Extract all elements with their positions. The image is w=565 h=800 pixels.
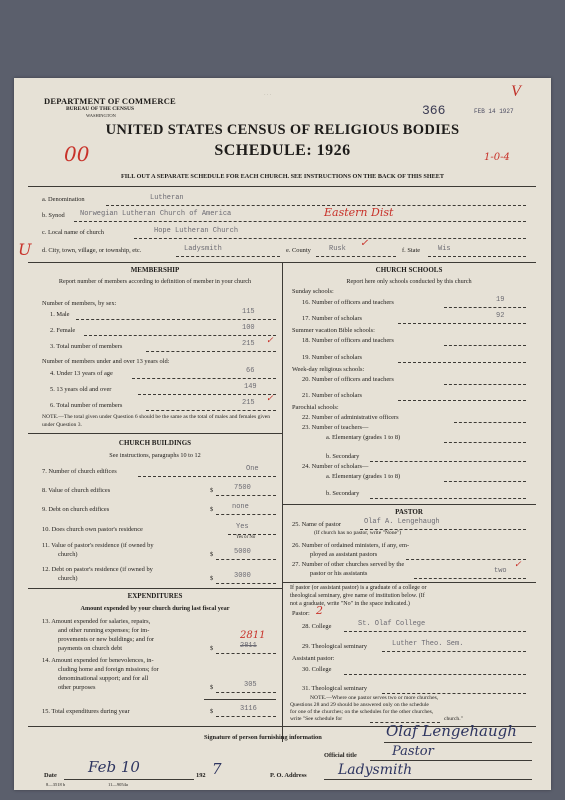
q27-line1: 27. Number of other churches served by the xyxy=(292,561,405,568)
synod-label: b. Synod xyxy=(42,212,65,219)
over-13-label: 5. 13 years old and over xyxy=(50,386,112,393)
pastor-mark: 2 xyxy=(316,604,323,617)
residence-debt-value: 3000 xyxy=(234,572,251,580)
residence-value-label-2: church) xyxy=(58,551,78,558)
residence-value-label-1: 11. Value of pastor's residence (if owned by xyxy=(42,542,154,549)
schools-subtitle: Report here only schools conducted by this church xyxy=(346,278,472,285)
item14-line2: cluding home and foreign missions; for xyxy=(58,666,159,673)
edifice-value-label: 8. Value of church edifices xyxy=(42,487,111,494)
q17-value: 92 xyxy=(496,312,505,320)
item13-line3: provements or new buildings; and for xyxy=(58,636,155,643)
item13-value-original: 2811 xyxy=(240,642,257,650)
q24a-label: a. Elementary (grades 1 to 8) xyxy=(326,473,401,480)
final-note-5: church." xyxy=(444,716,463,722)
date-value: Feb 10 xyxy=(88,758,140,776)
item13-line2: and other running expenses; for im- xyxy=(58,627,150,634)
city-name: WASHINGTON xyxy=(86,113,116,118)
under-13-value: 66 xyxy=(246,367,255,375)
q16-value: 19 xyxy=(496,296,505,304)
pastor-name: Olaf A. Lengehaugh xyxy=(364,518,440,526)
denomination-label: a. Denomination xyxy=(42,196,85,203)
item15-label: 15. Total expenditures during year xyxy=(42,708,130,715)
parochial-heading: Parochial schools: xyxy=(292,404,339,411)
item14-line1: 14. Amount expended for benevolences, in- xyxy=(42,657,154,664)
q28-value: St. Olaf College xyxy=(358,620,426,628)
q21-label: 21. Number of scholars xyxy=(302,392,362,399)
department-name: DEPARTMENT OF COMMERCE xyxy=(44,96,176,106)
instructions: FILL OUT A SEPARATE SCHEDULE FOR EACH CHURCH. SEE INSTRUCTIONS ON THE BACK OF THIS SHEET xyxy=(120,173,445,180)
membership-title: MEMBERSHIP xyxy=(130,266,180,274)
code-left: 00 xyxy=(64,142,90,166)
weekday-heading: Week-day religious schools: xyxy=(292,366,365,373)
received-date-stamp: FEB 14 1927 xyxy=(474,108,514,115)
grad-note-3: not a graduate, write "No" in the space indicated.) xyxy=(290,601,410,607)
q16-label: 16. Number of officers and teachers xyxy=(302,299,394,306)
membership-subtitle: Report number of members according to definition of member in your church xyxy=(58,278,252,285)
residence-debt-label-1: 12. Debt on pastor's residence (if owned by xyxy=(42,566,153,573)
edifice-debt-label: 9. Debt on church edifices xyxy=(42,506,110,513)
residence-owned-value: Yes xyxy=(236,523,249,531)
synod-district: Eastern Dist xyxy=(324,206,394,219)
city-value: Ladysmith xyxy=(184,245,222,253)
expenditures-title: EXPENDITURES xyxy=(127,592,183,600)
q29-label: 29. Theological seminary xyxy=(302,643,368,650)
q24b-label: b. Secondary xyxy=(326,490,360,497)
q17-label: 17. Number of scholars xyxy=(302,315,362,322)
pastor-subheading: Pastor: xyxy=(292,610,310,617)
buildings-title: CHURCH BUILDINGS xyxy=(118,439,192,447)
residence-owned-label: 10. Does church own pastor's residence xyxy=(42,526,143,533)
residence-value: 5000 xyxy=(234,548,251,556)
membership-note: NOTE.—The total given under Question 6 should be the same as the total of males and females given under Question 3. xyxy=(42,414,271,428)
q18-label: 18. Number of officers and teachers xyxy=(302,337,394,344)
final-note-4: write "See schedule for xyxy=(290,716,343,722)
form-code-left: 8—3518 b xyxy=(46,782,66,787)
q24-label: 24. Number of scholars— xyxy=(302,463,369,470)
female-value: 100 xyxy=(242,324,255,332)
official-title-value: Pastor xyxy=(392,744,434,759)
bureau-name: BUREAU OF THE CENSUS xyxy=(66,106,135,112)
summer-heading: Summer vacation Bible schools: xyxy=(292,327,375,334)
q27-line2: pastor or his assistants xyxy=(310,570,368,577)
address-value: Ladysmith xyxy=(338,762,413,778)
edifice-debt-value: none xyxy=(232,503,249,511)
q25-hint: (If church has no pastor, write "None") xyxy=(314,530,402,536)
date-label: Date xyxy=(44,772,57,779)
grad-note-1: If pastor (or assistant pastor) is a graduate of a college or xyxy=(290,585,427,591)
total-age-label: 6. Total number of members xyxy=(50,402,123,409)
county-value: Rusk xyxy=(329,245,346,253)
faint-stamp-text: · · · xyxy=(264,93,272,98)
pastor-title: PASTOR xyxy=(395,508,423,516)
membership-by-sex: Number of members, by sex: xyxy=(42,300,117,307)
q23a-label: a. Elementary (grades 1 to 8) xyxy=(326,434,401,441)
buildings-subtitle: See instructions, paragraphs 10 to 12 xyxy=(109,452,201,459)
q28-label: 28. College xyxy=(302,623,332,630)
expenditures-subtitle: Amount expended by your church during last fiscal year xyxy=(80,605,230,612)
total-members-label: 3. Total number of members xyxy=(50,343,123,350)
state-label: f. State xyxy=(402,247,421,254)
official-title-label: Official title xyxy=(324,752,357,759)
age-heading: Number of members under and over 13 years old: xyxy=(42,358,170,365)
signature-value: Olaf Lengehaugh xyxy=(386,722,517,740)
over-13-value: 149 xyxy=(244,383,257,391)
q19-label: 19. Number of scholars xyxy=(302,354,362,361)
final-note-1: NOTE.—Where one pastor serves two or more churches, xyxy=(310,695,439,701)
year-prefix: 192 xyxy=(196,772,206,779)
q23b-label: b. Secondary xyxy=(326,453,360,460)
address-label: P. O. Address xyxy=(270,772,307,779)
q30-label: 30. College xyxy=(302,666,332,673)
code-right: 1-0-4 xyxy=(484,152,510,163)
margin-mark: U xyxy=(18,240,32,259)
item14-line4: other purposes xyxy=(58,684,96,691)
yes-no-hint: Yes or No xyxy=(236,535,256,540)
final-note-3: for one of the churches; on the schedules for the other churches, xyxy=(290,709,434,715)
assistant-subheading: Assistant pastor: xyxy=(292,655,335,662)
local-name-value: Hope Lutheran Church xyxy=(154,227,239,235)
edifice-value: 7500 xyxy=(234,484,251,492)
schedule-title: SCHEDULE: 1926 xyxy=(214,142,351,159)
edifices-label: 7. Number of church edifices xyxy=(42,468,117,475)
form-title: UNITED STATES CENSUS OF RELIGIOUS BODIES xyxy=(105,122,460,138)
city-label: d. City, town, village, or township, etc. xyxy=(42,247,142,254)
item14-value: 305 xyxy=(244,681,257,689)
year-digit: 7 xyxy=(212,760,222,778)
check-mark: V xyxy=(511,83,521,100)
q23-label: 23. Number of teachers— xyxy=(302,424,369,431)
q27-value: two xyxy=(494,567,507,575)
item13-value-corrected: 2811 xyxy=(240,630,266,641)
census-schedule-form: · · · DEPARTMENT OF COMMERCE BUREAU OF THE CENSUS WASHINGTON 366 FEB 14 1927 V UNITED STATES CENSUS OF RELIGIOUS BODIES SCHEDULE: 1926 00 1-0-4 FILL OUT A SEPARATE SCHEDULE FOR EACH CHURCH. SEE INSTRUCTIONS ON THE BACK OF THIS SHEET a. Denomination Lutheran b. Synod Norwegian Lutheran Church of America Eastern Dist c. Local name of church Hope Lutheran Church U d. City, town, village, or township, etc. Ladysmith e. County Rusk ✓ f. State Wis MEMBERSHIP Report number of members according to definition of member in your church Number of members, by sex: 1. Male 115 2. Female 100 3. Total number of members 215 ✓ Number of members under and over 13 years old: 4. Under 13 years of age 66 5. 13 years old and over 149 6. Total number of members 215 ✓ NOTE.—The total given under Question 6 should be the same as the total of males and females given under Question 3. CHURCH BUILDINGS See instructions, paragraphs 10 to 12 7. Number of church edifices One 8. Value of church edifices $ 7500 9. Debt on church edifices $ none 10. Does church own pastor's residence Yes Yes or No 11. Value of pastor's residence (if owned by church) $ 5000 12. Debt on pastor's residence (if owned by church) $ 3000 EXPENDITURES Amount expended by your church during last fiscal year 13. Amount expended for salaries, repairs, and other running expenses; for im- provements or new buildings; and for payments on church debt 2811 $ 2811 14. Amount expended for benevolences, in- cluding home and foreign missions; for denominational support; and for all other purposes $ 305 15. Total expenditures during year $ 3116 CHURCH SCHOOLS Report here only schools conducted by this church Sunday schools: 16. Number of officers and teachers 19 17. Number of scholars 92 Summer vacation Bible schools: 18. Number of officers and teachers 19. Number of scholars Week-day religious schools: 20. Number of officers and teachers 21. Number of scholars Parochial schools: 22. Number of administrative officers 23. Number of teachers— a. Elementary (grades 1 to 8) b. Secondary 24. Number of scholars— a. Elementary (grades 1 to 8) b. Secondary PASTOR 25. Name of pastor Olaf A. Lengehaugh (If church has no pastor, write "None") 26. Number of ordained ministers, if any, em- ployed as assistant pastors 27. Number of other churches served by the pastor or his assistants two ✓ If pastor (or assistant pastor) is a graduate of a college or theological seminary, give name of institution below. (If not a graduate, write "No" in the space indicated.) Pastor: 2 28. College St. Olaf College 29. Theological seminary Luther Theo. Sem. Assistant pastor: 30. College 31. Theological seminary NOTE.—Where one pastor serves two or more churches, Questions 28 and 29 should be answered only on the schedule for one of the churches; on the schedules for the other churches, write "See schedule for church." Signature of person furnishing information Olaf Lengehaugh Official title Pastor Date Feb 10 192 7 8—3518 b 11—9054a P. O. Address Ladysmith xyxy=(14,78,551,790)
total-age-value: 215 xyxy=(242,399,255,407)
item14-line3: denominational support; and for all xyxy=(58,675,149,682)
q25-label: 25. Name of pastor xyxy=(292,521,341,528)
under-13-label: 4. Under 13 years of age xyxy=(50,370,113,377)
male-label: 1. Male xyxy=(50,311,70,318)
signature-label: Signature of person furnishing information xyxy=(204,734,322,741)
q31-label: 31. Theological seminary xyxy=(302,685,368,692)
item15-value: 3116 xyxy=(240,705,257,713)
state-value: Wis xyxy=(438,245,451,253)
item13-line1: 13. Amount expended for salaries, repairs, xyxy=(42,618,151,625)
synod-value: Norwegian Lutheran Church of America xyxy=(80,210,232,218)
female-label: 2. Female xyxy=(50,327,76,334)
column-divider xyxy=(282,262,283,742)
sunday-heading: Sunday schools: xyxy=(292,288,334,295)
q20-label: 20. Number of officers and teachers xyxy=(302,376,394,383)
q26-line2: ployed as assistant pastors xyxy=(310,551,378,558)
q26-line1: 26. Number of ordained ministers, if any, em- xyxy=(292,542,410,549)
residence-debt-label-2: church) xyxy=(58,575,78,582)
item13-line4: payments on church debt xyxy=(58,645,123,652)
q22-label: 22. Number of administrative officers xyxy=(302,414,399,421)
stamp-number: 366 xyxy=(422,103,446,118)
q29-value: Luther Theo. Sem. xyxy=(392,640,464,648)
edifices-value: One xyxy=(246,465,259,473)
county-label: e. County xyxy=(286,247,311,254)
final-note-2: Questions 28 and 29 should be answered only on the schedule xyxy=(290,702,429,708)
local-name-label: c. Local name of church xyxy=(42,229,104,236)
male-value: 115 xyxy=(242,308,255,316)
total-members-value: 215 xyxy=(242,340,255,348)
schools-title: CHURCH SCHOOLS xyxy=(375,266,443,274)
form-code-right: 11—9054a xyxy=(108,782,128,787)
denomination-value: Lutheran xyxy=(150,194,184,202)
rule xyxy=(28,186,536,187)
grad-note-2: theological seminary, give name of institution below. (If xyxy=(290,593,425,599)
